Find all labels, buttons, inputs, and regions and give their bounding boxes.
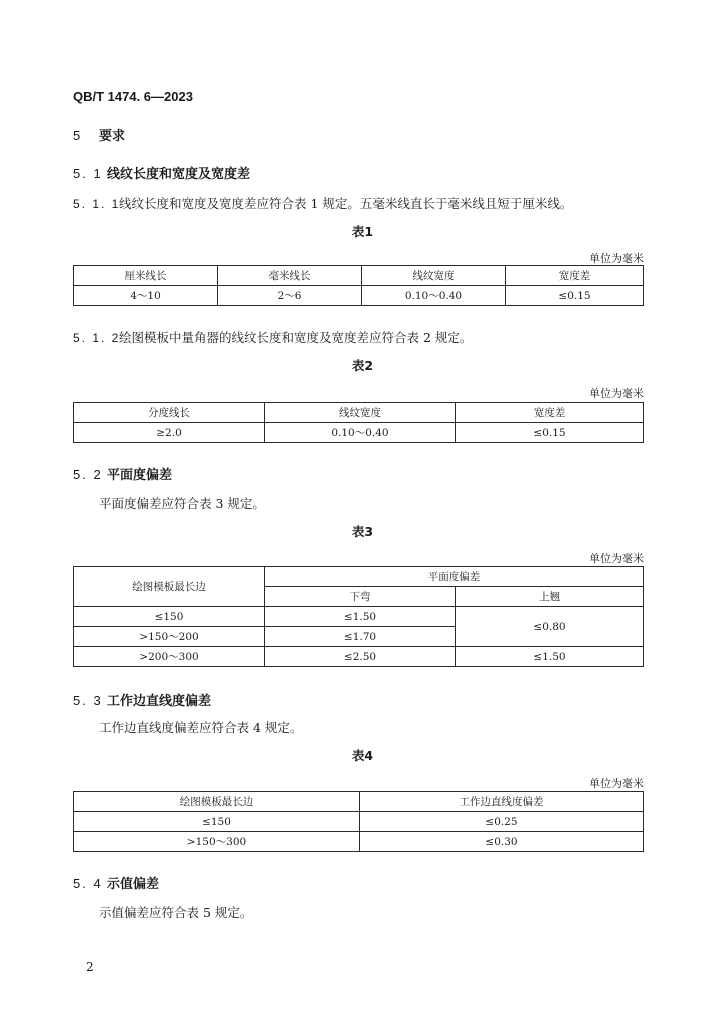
table-cell: ≤0.15 bbox=[456, 423, 644, 443]
header-cell: 工作边直线度偏差 bbox=[360, 792, 644, 812]
standard-id: QB/T 1474. 6—2023 bbox=[73, 89, 193, 104]
table-header-row bbox=[74, 266, 644, 286]
header-cell: 厘米线长 bbox=[74, 266, 218, 286]
table-cell: >200～300 bbox=[74, 647, 265, 667]
table-cell: ≤1.50 bbox=[265, 607, 456, 627]
paragraph-5-2: 平面度偏差应符合表 3 规定。 bbox=[99, 496, 265, 511]
header-cell: 绘图模板最长边 bbox=[74, 567, 265, 607]
table-1-caption: 表1 bbox=[351, 224, 374, 239]
section-title: 工作边直线度偏差 bbox=[107, 694, 212, 709]
header-cell: 宽度差 bbox=[506, 266, 644, 286]
subheader-cell: 下弯 bbox=[265, 587, 456, 607]
table-cell: >150～300 bbox=[74, 832, 360, 852]
header-cell: 分度线长 bbox=[74, 403, 265, 423]
header-cell: 线纹宽度 bbox=[362, 266, 506, 286]
table-row bbox=[74, 286, 644, 306]
table-row bbox=[74, 423, 644, 443]
group-header-cell: 平面度偏差 bbox=[265, 567, 644, 587]
table-3-caption: 表3 bbox=[351, 524, 374, 539]
section-number: 5. 4 bbox=[73, 876, 103, 891]
section-number: 5. 3 bbox=[73, 693, 103, 708]
table-cell: ≤150 bbox=[74, 812, 360, 832]
table-1-unit: 单位为毫米 bbox=[589, 252, 644, 265]
section-title: 线纹长度和宽度及宽度差 bbox=[107, 167, 251, 182]
table-header-row bbox=[74, 567, 644, 587]
section-title: 平面度偏差 bbox=[107, 468, 173, 483]
paragraph-text: 线纹长度和宽度及宽度差应符合表 1 规定。五毫米线直长于毫米线且短于厘米线。 bbox=[119, 196, 573, 211]
section-number: 5. 2 bbox=[73, 467, 103, 482]
section-5-4-heading bbox=[73, 873, 159, 892]
table-4-caption: 表4 bbox=[351, 748, 374, 763]
table-cell: ≤1.70 bbox=[265, 627, 456, 647]
table-cell: ≤0.15 bbox=[506, 286, 644, 306]
section-number: 5 bbox=[73, 128, 83, 143]
page-number: 2 bbox=[86, 960, 94, 974]
table-2-unit: 单位为毫米 bbox=[589, 387, 644, 400]
table-cell: >150～200 bbox=[74, 627, 265, 647]
table-4 bbox=[73, 791, 644, 852]
header-cell: 线纹宽度 bbox=[265, 403, 456, 423]
table-cell: ≤2.50 bbox=[265, 647, 456, 667]
table-cell: ≥2.0 bbox=[74, 423, 265, 443]
table-row bbox=[74, 647, 644, 667]
section-number: 5. 1. 1 bbox=[73, 197, 121, 211]
subheader-cell: 上翘 bbox=[456, 587, 644, 607]
paragraph-5-3: 工作边直线度偏差应符合表 4 规定。 bbox=[99, 720, 303, 735]
table-row bbox=[74, 607, 644, 627]
table-3 bbox=[73, 566, 644, 667]
table-2 bbox=[73, 402, 644, 443]
table-header-row bbox=[74, 792, 644, 812]
section-5-heading bbox=[73, 125, 125, 144]
paragraph-5-4: 示值偏差应符合表 5 规定。 bbox=[99, 905, 253, 920]
table-cell: 4～10 bbox=[74, 286, 218, 306]
table-row bbox=[74, 832, 644, 852]
paragraph-text: 绘图模板中量角器的线纹长度和宽度及宽度差应符合表 2 规定。 bbox=[119, 330, 473, 345]
header-cell: 毫米线长 bbox=[218, 266, 362, 286]
header-cell: 绘图模板最长边 bbox=[74, 792, 360, 812]
table-cell: 2～6 bbox=[218, 286, 362, 306]
merged-cell: ≤0.80 bbox=[456, 607, 644, 647]
section-5-2-heading bbox=[73, 464, 172, 483]
section-5-1-heading bbox=[73, 163, 250, 182]
table-header-row bbox=[74, 403, 644, 423]
section-number: 5. 1 bbox=[73, 166, 103, 181]
table-cell: 0.10～0.40 bbox=[362, 286, 506, 306]
section-title: 示值偏差 bbox=[107, 877, 160, 892]
table-cell: ≤1.50 bbox=[456, 647, 644, 667]
section-5-3-heading bbox=[73, 690, 211, 709]
table-4-unit: 单位为毫米 bbox=[589, 777, 644, 790]
table-row bbox=[74, 812, 644, 832]
header-cell: 宽度差 bbox=[456, 403, 644, 423]
table-cell: ≤150 bbox=[74, 607, 265, 627]
table-cell: ≤0.25 bbox=[360, 812, 644, 832]
table-3-unit: 单位为毫米 bbox=[589, 552, 644, 565]
section-number: 5. 1. 2 bbox=[73, 331, 121, 345]
section-title: 要求 bbox=[99, 129, 126, 144]
table-cell: ≤0.30 bbox=[360, 832, 644, 852]
table-cell: 0.10～0.40 bbox=[265, 423, 456, 443]
table-1 bbox=[73, 265, 644, 306]
paragraph-5-1-2 bbox=[73, 328, 472, 346]
paragraph-5-1-1 bbox=[73, 194, 572, 212]
table-2-caption: 表2 bbox=[351, 358, 374, 373]
